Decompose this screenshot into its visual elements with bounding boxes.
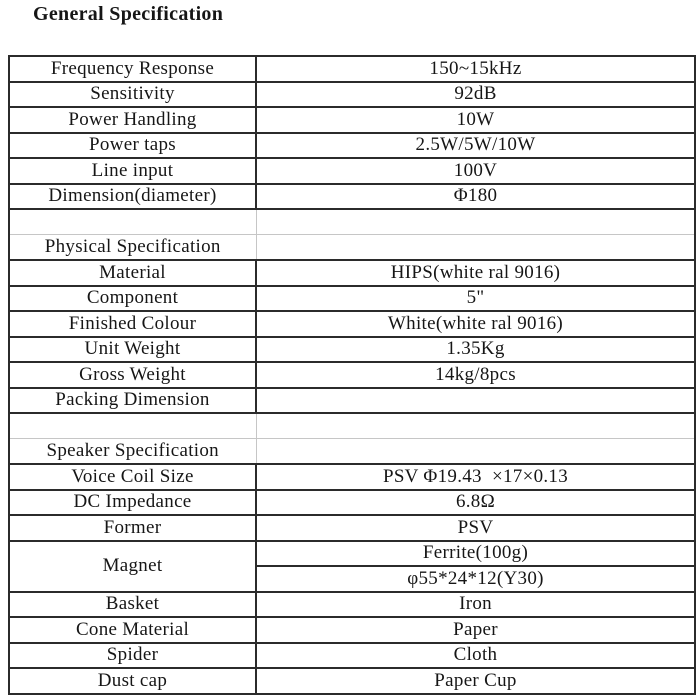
spec-value-cell: PSV Φ19.43 ×17×0.13 xyxy=(256,464,695,490)
table-row xyxy=(9,260,695,286)
spec-label-cell: DC Impedance xyxy=(9,490,256,516)
spec-value-cell: Iron xyxy=(256,592,695,618)
spec-value-cell: Φ180 xyxy=(256,184,695,210)
spec-value-cell: 100V xyxy=(256,158,695,184)
spec-value-cell: White(white ral 9016) xyxy=(256,311,695,337)
spec-label-cell: Former xyxy=(9,515,256,541)
spec-value-cell: Cloth xyxy=(256,643,695,669)
section-header-row xyxy=(9,439,695,465)
table-row xyxy=(9,643,695,669)
section-title-cell: Speaker Specification xyxy=(9,439,256,465)
section-title-cell: Physical Specification xyxy=(9,235,256,261)
spec-value-cell: 2.5W/5W/10W xyxy=(256,133,695,159)
empty-cell xyxy=(256,209,695,235)
table-row xyxy=(9,362,695,388)
table-row xyxy=(9,56,695,82)
spec-value-cell: 92dB xyxy=(256,82,695,108)
section-header-row xyxy=(9,235,695,261)
spec-value-cell: HIPS(white ral 9016) xyxy=(256,260,695,286)
spec-table xyxy=(8,55,696,695)
spec-label-cell: Voice Coil Size xyxy=(9,464,256,490)
spec-label-cell: Power taps xyxy=(9,133,256,159)
spec-label-cell: Material xyxy=(9,260,256,286)
empty-cell xyxy=(9,413,256,439)
spec-label-cell: Finished Colour xyxy=(9,311,256,337)
table-row xyxy=(9,515,695,541)
table-row xyxy=(9,490,695,516)
spec-label-cell: Sensitivity xyxy=(9,82,256,108)
spec-label-cell: Basket xyxy=(9,592,256,618)
spec-label-cell: Unit Weight xyxy=(9,337,256,363)
table-row xyxy=(9,337,695,363)
spec-value-cell: 150~15kHz xyxy=(256,56,695,82)
spec-label-cell: Frequency Response xyxy=(9,56,256,82)
spec-value-cell: PSV xyxy=(256,515,695,541)
spec-label-cell: Gross Weight xyxy=(9,362,256,388)
table-row xyxy=(9,617,695,643)
spec-value-cell: Paper Cup xyxy=(256,668,695,694)
spec-label-cell: Power Handling xyxy=(9,107,256,133)
spacer-row xyxy=(9,209,695,235)
table-row xyxy=(9,464,695,490)
table-row xyxy=(9,541,695,567)
spec-label-cell-merged: Magnet xyxy=(9,541,256,592)
table-row xyxy=(9,286,695,312)
spec-value-cell: 14kg/8pcs xyxy=(256,362,695,388)
spec-value-cell: Paper xyxy=(256,617,695,643)
spec-value-cell: 10W xyxy=(256,107,695,133)
table-row xyxy=(9,592,695,618)
table-row xyxy=(9,82,695,108)
table-row xyxy=(9,388,695,414)
spec-value-cell: φ55*24*12(Y30) xyxy=(256,566,695,592)
page-title: General Specification xyxy=(33,3,224,25)
spec-label-cell: Cone Material xyxy=(9,617,256,643)
spec-value-cell: Ferrite(100g) xyxy=(256,541,695,567)
spec-value-cell xyxy=(256,388,695,414)
table-row xyxy=(9,311,695,337)
empty-cell xyxy=(256,235,695,261)
table-row xyxy=(9,107,695,133)
spec-label-cell: Dust cap xyxy=(9,668,256,694)
empty-cell xyxy=(256,413,695,439)
spec-label-cell: Dimension(diameter) xyxy=(9,184,256,210)
table-row xyxy=(9,668,695,694)
spacer-row xyxy=(9,413,695,439)
spec-label-cell: Spider xyxy=(9,643,256,669)
spec-value-cell: 6.8Ω xyxy=(256,490,695,516)
empty-cell xyxy=(256,439,695,465)
spec-label-cell: Line input xyxy=(9,158,256,184)
empty-cell xyxy=(9,209,256,235)
spec-value-cell: 5" xyxy=(256,286,695,312)
spec-value-cell: 1.35Kg xyxy=(256,337,695,363)
table-row xyxy=(9,133,695,159)
spec-label-cell: Component xyxy=(9,286,256,312)
table-row xyxy=(9,184,695,210)
table-row xyxy=(9,158,695,184)
spec-label-cell: Packing Dimension xyxy=(9,388,256,414)
